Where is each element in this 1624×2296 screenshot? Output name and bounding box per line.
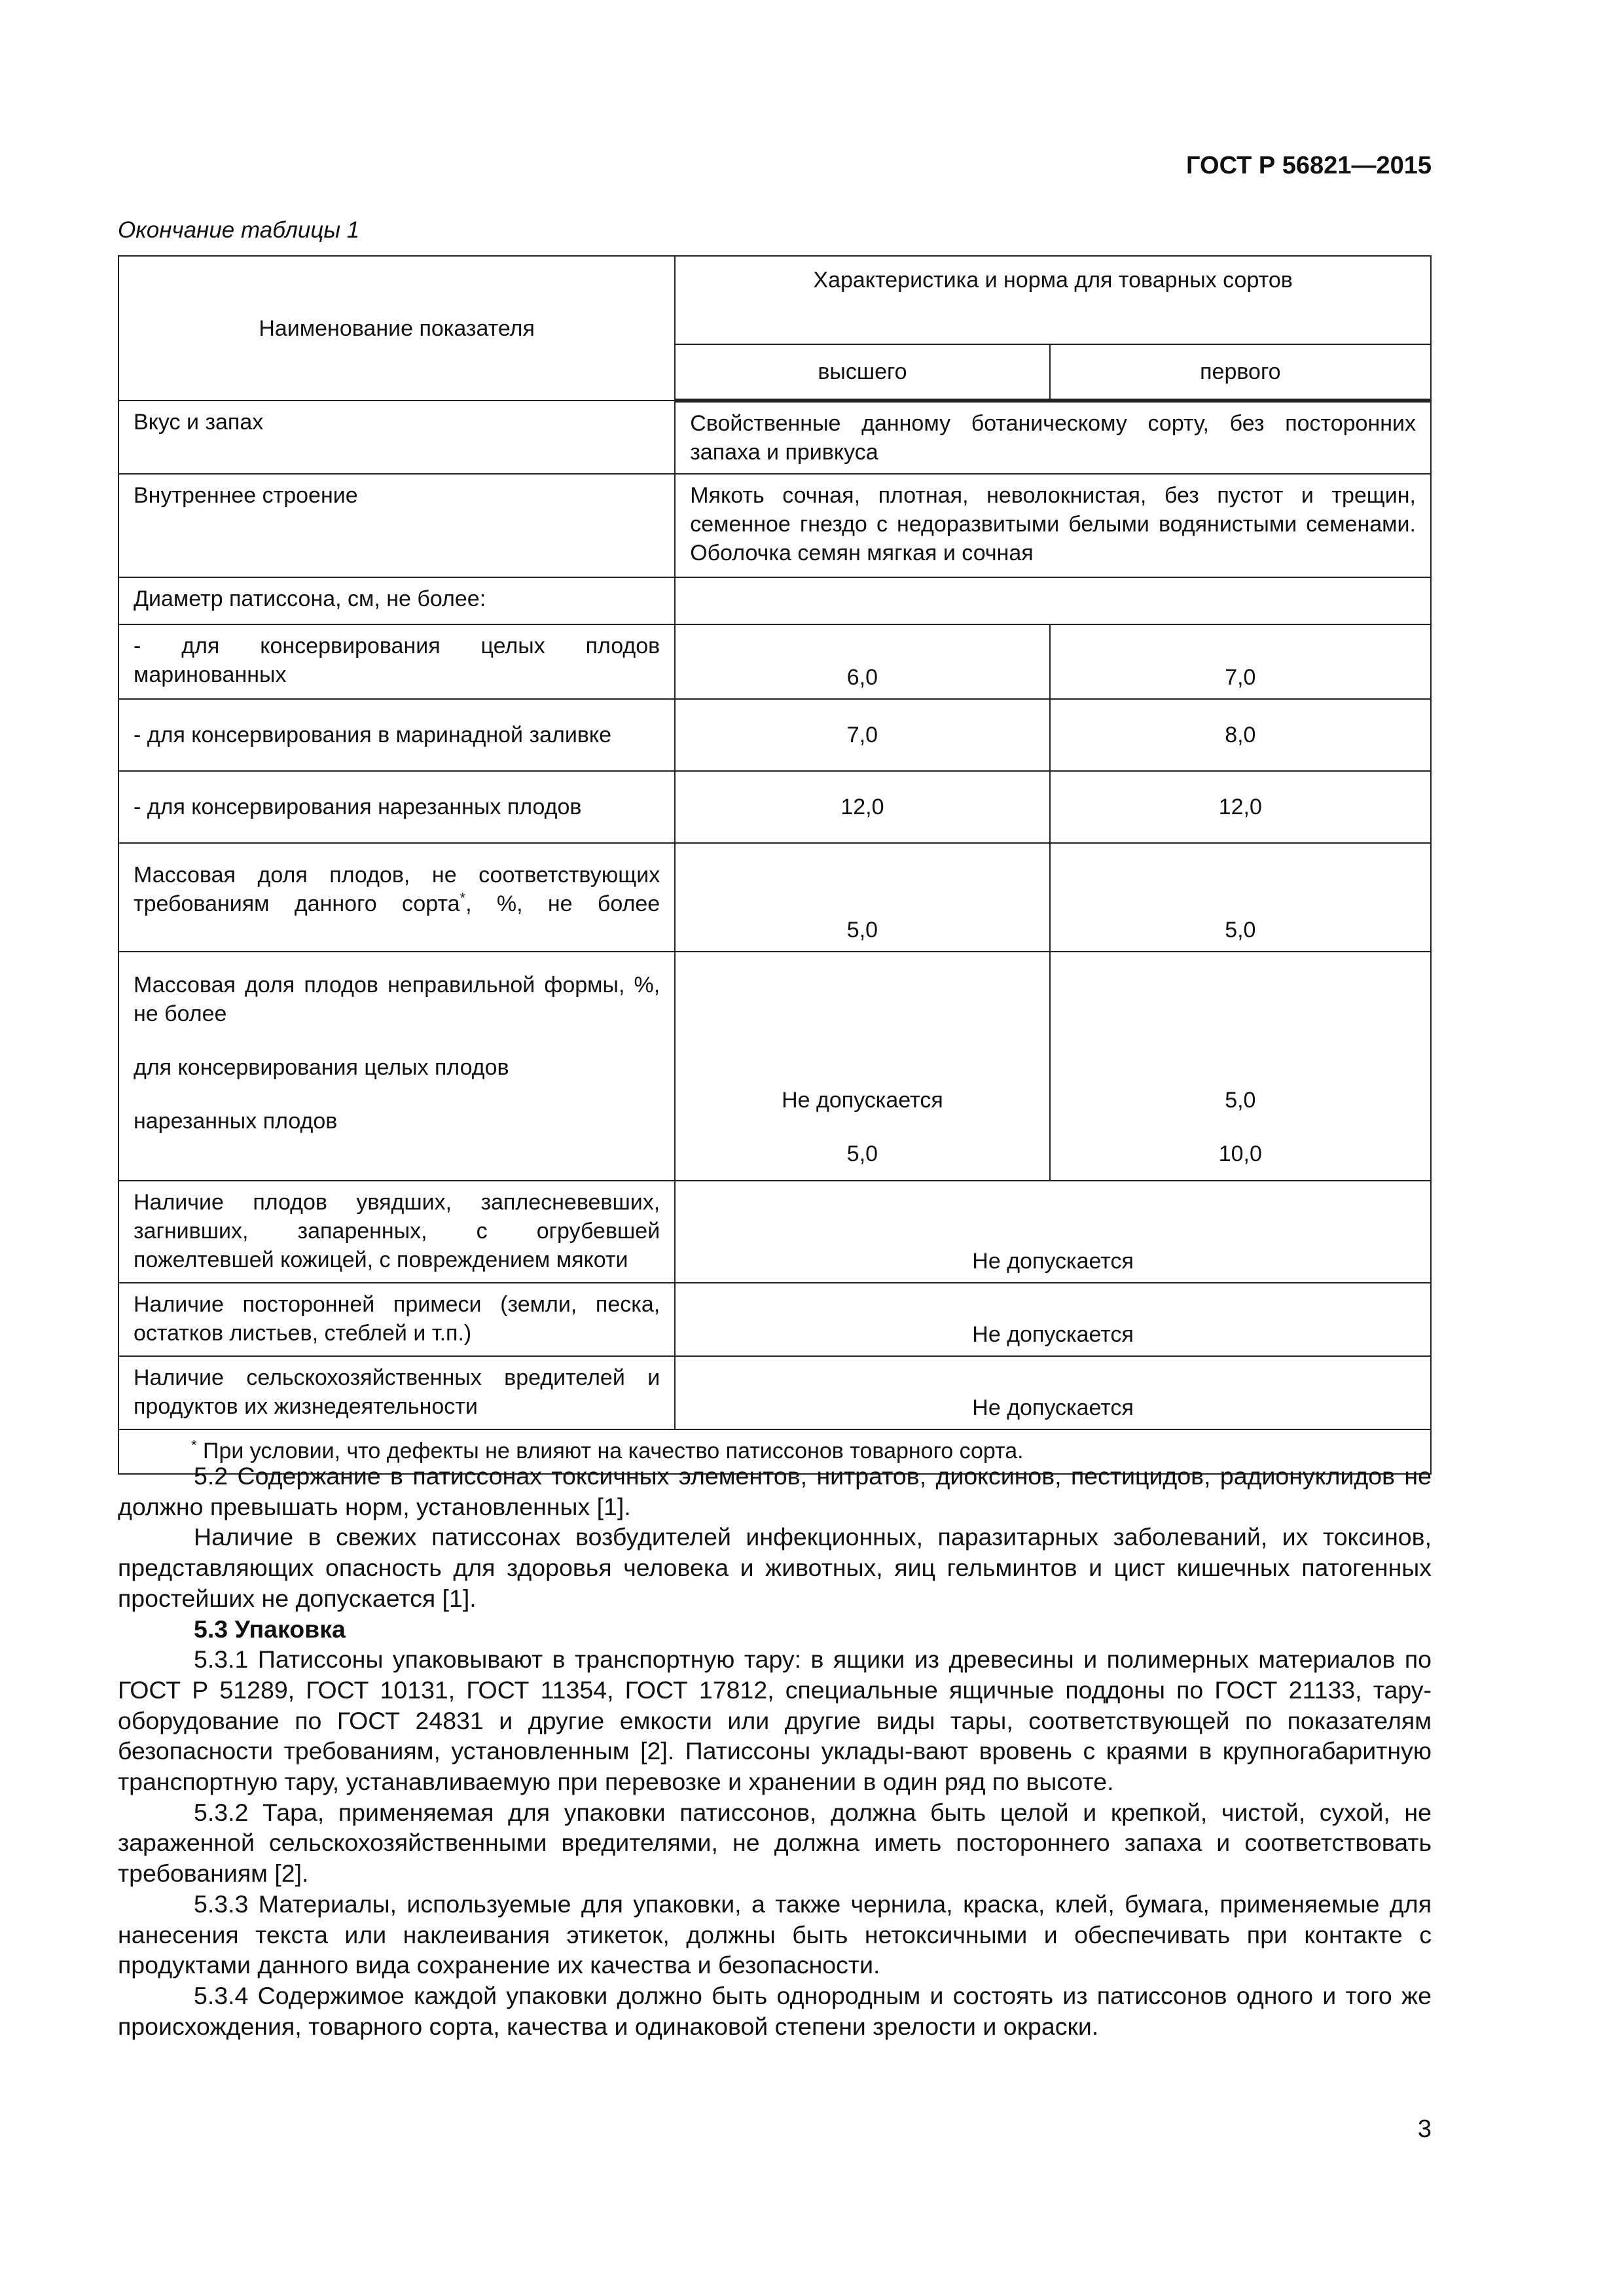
row-label: Диаметр патиссона, см, не более: bbox=[118, 577, 675, 624]
value-whole-highest: Не допускается bbox=[782, 1088, 943, 1113]
row-value-highest: 6,0 bbox=[675, 624, 1049, 699]
table-header-row bbox=[118, 256, 1431, 344]
row-value: Свойственные данному ботаническому сорту, без посторонних запаха и привкуса bbox=[675, 401, 1431, 474]
row-sublabel-sliced: нарезанных плодов bbox=[134, 1109, 338, 1134]
paragraph-5-2-b: Наличие в свежих патиссонах возбудителей инфекционных, паразитарных заболеваний, их токсинов, представляющих опасность для здоровья человека и животных, яиц гельминтов и цист кишечных патогенных простейших не допускается [1]. bbox=[118, 1523, 1432, 1612]
page-number: 3 bbox=[1417, 2115, 1432, 2143]
row-label: - для консервирования целых плодов маринованных bbox=[118, 624, 675, 699]
table-row bbox=[118, 1356, 1431, 1429]
header-name-column: Наименование показателя bbox=[118, 256, 675, 401]
row-value-empty bbox=[675, 577, 1431, 624]
row-value-first: 8,0 bbox=[1050, 699, 1431, 771]
row-value-highest: 12,0 bbox=[675, 771, 1049, 843]
row-label: - для консервирования в маринадной заливке bbox=[118, 699, 675, 771]
row-value: Не допускается bbox=[675, 1356, 1431, 1429]
row-value-first: 7,0 bbox=[1050, 624, 1431, 699]
row-value-first: 5,0 bbox=[1050, 843, 1431, 952]
table-row bbox=[118, 771, 1431, 843]
paragraph-5-3-4: 5.3.4 Содержимое каждой упаковки должно быть однородным и состоять из патиссонов одного и того же происхождения, товарного сорта, качества и одинаковой степени зрелости и окраски. bbox=[118, 1981, 1432, 2040]
header-grade-highest: высшего bbox=[675, 344, 1049, 401]
row-label-tail: , %, не более bbox=[465, 891, 660, 916]
table-row bbox=[118, 699, 1431, 771]
row-value: Мякоть сочная, плотная, неволокнистая, без пустот и трещин, семенное гнездо с недоразвитыми белыми водянистыми семенами. Оболочка семян мягкая и сочная bbox=[675, 474, 1431, 577]
table-row bbox=[118, 401, 1431, 474]
table-row bbox=[118, 1181, 1431, 1283]
row-label bbox=[118, 843, 675, 952]
row-label: Внутреннее строение bbox=[118, 474, 675, 577]
row-label: Наличие посторонней примеси (земли, песка, остатков листьев, стеблей и т.п.) bbox=[118, 1283, 675, 1356]
row-label: - для консервирования нарезанных плодов bbox=[118, 771, 675, 843]
row-value: Не допускается bbox=[675, 1181, 1431, 1283]
footnote-mark: * bbox=[460, 889, 466, 906]
paragraph-5-2: 5.2 Содержание в патиссонах токсичных элементов, нитратов, диоксинов, пестицидов, радионуклидов не должно превышать норм, установленных [1]. bbox=[118, 1462, 1432, 1520]
table-caption: Окончание таблицы 1 bbox=[118, 217, 360, 243]
row-label-text: Массовая доля плодов, не соответствующих требованиям данного сорта bbox=[134, 863, 660, 916]
row-value-highest: 5,0 bbox=[675, 843, 1049, 952]
paragraph-5-3-3: 5.3.3 Материалы, используемые для упаковки, а также чернила, краска, клей, бумага, применяемые для нанесения текста или наклеивания этикеток, должны быть нетоксичными и обеспечивать при контакте с продуктами данного вида сохранение их качества и безопасности. bbox=[118, 1890, 1432, 1979]
row-sublabel-whole: для консервирования целых плодов bbox=[134, 1055, 509, 1080]
table-row bbox=[118, 474, 1431, 577]
table-row bbox=[118, 624, 1431, 699]
table-row bbox=[118, 843, 1431, 952]
row-value: Не допускается bbox=[675, 1283, 1431, 1356]
row-value-first bbox=[1050, 952, 1431, 1181]
row-value-highest bbox=[675, 952, 1049, 1181]
row-label: Наличие сельскохозяйственных вредителей и продуктов их жизнедеятельности bbox=[118, 1356, 675, 1429]
header-grade-group: Характеристика и норма для товарных сортов bbox=[675, 256, 1431, 344]
paragraph-5-3-1: 5.3.1 Патиссоны упаковывают в транспортную тару: в ящики из древесины и полимерных материалов по ГОСТ Р 51289, ГОСТ 10131, ГОСТ 11354, ГОСТ 17812, специальные ящичные поддоны по ГОСТ 21133, тару-оборудование по ГОСТ 24831 и другие емкости или другие виды тары, соответствующей по показателям безопасности требованиям, установленным [2]. Патиссоны уклады-вают вровень с краями в крупногабаритную транспортную тару, устанавливаемую при перевозке и хранении в один ряд по высоте. bbox=[118, 1645, 1432, 1796]
section-heading-5-3: 5.3 Упаковка bbox=[194, 1615, 346, 1643]
header-grade-first: первого bbox=[1050, 344, 1431, 401]
row-value-highest: 7,0 bbox=[675, 699, 1049, 771]
row-label: Наличие плодов увядших, заплесневевших, загнивших, запаренных, с огрубевшей пожелтевшей кожицей, с повреждением мякоти bbox=[118, 1181, 675, 1283]
value-sliced-first: 10,0 bbox=[1218, 1141, 1262, 1166]
value-sliced-highest: 5,0 bbox=[846, 1141, 878, 1166]
table-row bbox=[118, 1283, 1431, 1356]
value-whole-first: 5,0 bbox=[1225, 1088, 1256, 1113]
row-value-first: 12,0 bbox=[1050, 771, 1431, 843]
body-text bbox=[118, 1461, 1432, 2041]
table-row bbox=[118, 952, 1431, 1181]
standard-code: ГОСТ Р 56821—2015 bbox=[1186, 152, 1432, 179]
row-label-main: Массовая доля плодов неправильной формы, %, не более bbox=[134, 973, 660, 1026]
row-label bbox=[118, 952, 675, 1181]
paragraph-5-3-2: 5.3.2 Тара, применяемая для упаковки патиссонов, должна быть целой и крепкой, чистой, сухой, не зараженной сельскохозяйственными вредителями, не должна иметь постороннего запаха и соответствовать требованиям [2]. bbox=[118, 1798, 1432, 1888]
row-label: Вкус и запах bbox=[118, 401, 675, 474]
requirements-table bbox=[118, 255, 1432, 1475]
footnote-text: При условии, что дефекты не влияют на качество патиссонов товарного сорта. bbox=[196, 1439, 1024, 1463]
footnote-mark: * bbox=[191, 1437, 197, 1454]
table-row bbox=[118, 577, 1431, 624]
